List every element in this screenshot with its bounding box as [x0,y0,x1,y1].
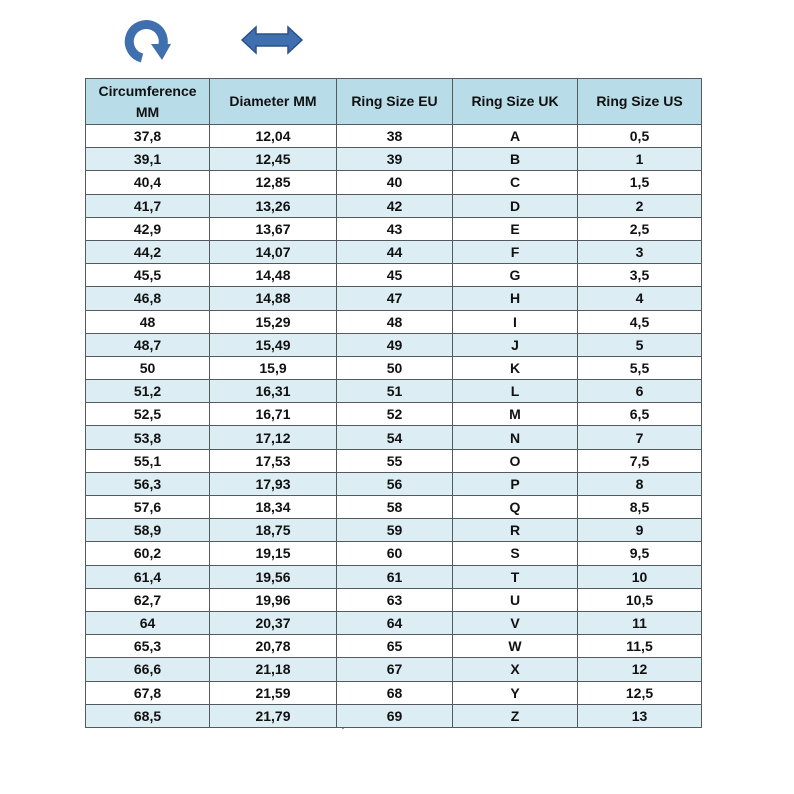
table-row [86,519,702,542]
uk-size-cell: A [453,125,578,148]
circumference-cell: 48,7 [86,333,210,356]
eu-size-cell: 50 [337,356,453,379]
eu-size-cell: 65 [337,635,453,658]
table-row [86,496,702,519]
us-size-cell: 4,5 [578,310,702,333]
uk-size-cell: U [453,588,578,611]
circumference-cell: 56,3 [86,472,210,495]
diameter-cell: 13,67 [210,217,337,240]
eu-size-cell: 39 [337,148,453,171]
table-row [86,472,702,495]
uk-size-cell: P [453,472,578,495]
diameter-cell: 20,37 [210,611,337,634]
us-size-cell: 12 [578,658,702,681]
diameter-cell: 16,31 [210,380,337,403]
eu-size-cell: 49 [337,333,453,356]
header-circumference: Circumference MM [86,79,210,125]
eu-size-cell: 59 [337,519,453,542]
circumference-cell: 67,8 [86,681,210,704]
eu-size-cell: 60 [337,542,453,565]
table-row [86,287,702,310]
eu-size-cell: 56 [337,472,453,495]
table-row [86,611,702,634]
double-arrow-icon[interactable] [240,24,304,56]
diameter-cell: 19,15 [210,542,337,565]
diameter-cell: 17,53 [210,449,337,472]
header-ring-size-eu: Ring Size EU [337,79,453,125]
us-size-cell: 1 [578,148,702,171]
circumference-cell: 53,8 [86,426,210,449]
table-row [86,542,702,565]
uk-size-cell: Y [453,681,578,704]
eu-size-cell: 45 [337,264,453,287]
diameter-cell: 14,07 [210,240,337,263]
us-size-cell: 3,5 [578,264,702,287]
diameter-cell: 14,88 [210,287,337,310]
eu-size-cell: 42 [337,194,453,217]
eu-size-cell: 43 [337,217,453,240]
diameter-cell: 15,29 [210,310,337,333]
uk-size-cell: L [453,380,578,403]
circumference-cell: 39,1 [86,148,210,171]
eu-size-cell: 63 [337,588,453,611]
uk-size-cell: S [453,542,578,565]
table-row [86,681,702,704]
uk-size-cell: T [453,565,578,588]
ring-size-table [85,78,702,728]
eu-size-cell: 61 [337,565,453,588]
table-row [86,171,702,194]
eu-size-cell: 52 [337,403,453,426]
uk-size-cell: H [453,287,578,310]
diameter-cell: 18,34 [210,496,337,519]
diameter-cell: 19,56 [210,565,337,588]
circumference-cell: 62,7 [86,588,210,611]
us-size-cell: 7 [578,426,702,449]
diameter-cell: 17,12 [210,426,337,449]
us-size-cell: 3 [578,240,702,263]
us-size-cell: 7,5 [578,449,702,472]
uk-size-cell: W [453,635,578,658]
uk-size-cell: F [453,240,578,263]
circumference-cell: 45,5 [86,264,210,287]
eu-size-cell: 54 [337,426,453,449]
diameter-cell: 21,18 [210,658,337,681]
circumference-cell: 44,2 [86,240,210,263]
uk-size-cell: E [453,217,578,240]
circumference-cell: 68,5 [86,704,210,727]
table-row [86,125,702,148]
uk-size-cell: J [453,333,578,356]
table-row [86,449,702,472]
table-row [86,403,702,426]
us-size-cell: 6 [578,380,702,403]
uk-size-cell: B [453,148,578,171]
circumference-cell: 48 [86,310,210,333]
uk-size-cell: M [453,403,578,426]
diameter-cell: 15,9 [210,356,337,379]
circumference-cell: 55,1 [86,449,210,472]
diameter-cell: 18,75 [210,519,337,542]
us-size-cell: 12,5 [578,681,702,704]
uk-size-cell: C [453,171,578,194]
table-row [86,194,702,217]
eu-size-cell: 68 [337,681,453,704]
eu-size-cell: 38 [337,125,453,148]
circumference-cell: 41,7 [86,194,210,217]
circumference-cell: 37,8 [86,125,210,148]
uk-size-cell: X [453,658,578,681]
circumference-cell: 61,4 [86,565,210,588]
us-size-cell: 11,5 [578,635,702,658]
circumference-cell: 51,2 [86,380,210,403]
table-row [86,588,702,611]
us-size-cell: 11 [578,611,702,634]
eu-size-cell: 67 [337,658,453,681]
table-row [86,704,702,727]
us-size-cell: 5 [578,333,702,356]
us-size-cell: 10,5 [578,588,702,611]
uk-size-cell: D [453,194,578,217]
circular-arrow-icon[interactable] [118,14,176,70]
us-size-cell: 9,5 [578,542,702,565]
table-row [86,217,702,240]
table-row [86,565,702,588]
eu-size-cell: 69 [337,704,453,727]
eu-size-cell: 40 [337,171,453,194]
table-row [86,356,702,379]
us-size-cell: 8 [578,472,702,495]
circumference-cell: 42,9 [86,217,210,240]
diameter-cell: 12,04 [210,125,337,148]
us-size-cell: 5,5 [578,356,702,379]
diameter-cell: 14,48 [210,264,337,287]
table-row [86,380,702,403]
diameter-cell: 21,59 [210,681,337,704]
table-header-row [86,79,702,125]
circumference-cell: 60,2 [86,542,210,565]
us-size-cell: 8,5 [578,496,702,519]
eu-size-cell: 64 [337,611,453,634]
table-row [86,310,702,333]
table-row [86,264,702,287]
uk-size-cell: K [453,356,578,379]
uk-size-cell: G [453,264,578,287]
header-ring-size-us: Ring Size US [578,79,702,125]
diameter-cell: 21,79 [210,704,337,727]
diameter-cell: 20,78 [210,635,337,658]
eu-size-cell: 55 [337,449,453,472]
us-size-cell: 4 [578,287,702,310]
circumference-cell: 50 [86,356,210,379]
diameter-cell: 12,45 [210,148,337,171]
circumference-cell: 58,9 [86,519,210,542]
circumference-cell: 57,6 [86,496,210,519]
uk-size-cell: V [453,611,578,634]
eu-size-cell: 58 [337,496,453,519]
diameter-cell: 12,85 [210,171,337,194]
table-row [86,635,702,658]
table-row [86,240,702,263]
table-body [86,125,702,728]
table-row [86,148,702,171]
eu-size-cell: 51 [337,380,453,403]
header-ring-size-uk: Ring Size UK [453,79,578,125]
uk-size-cell: Z [453,704,578,727]
diameter-cell: 13,26 [210,194,337,217]
circumference-cell: 66,6 [86,658,210,681]
uk-size-cell: R [453,519,578,542]
diameter-cell: 16,71 [210,403,337,426]
circumference-cell: 46,8 [86,287,210,310]
us-size-cell: 0,5 [578,125,702,148]
uk-size-cell: Q [453,496,578,519]
uk-size-cell: N [453,426,578,449]
circumference-cell: 64 [86,611,210,634]
table-row [86,658,702,681]
circumference-cell: 52,5 [86,403,210,426]
us-size-cell: 13 [578,704,702,727]
us-size-cell: 2 [578,194,702,217]
diameter-cell: 17,93 [210,472,337,495]
uk-size-cell: O [453,449,578,472]
table-row [86,333,702,356]
diameter-cell: 19,96 [210,588,337,611]
diameter-cell: 15,49 [210,333,337,356]
eu-size-cell: 48 [337,310,453,333]
eu-size-cell: 47 [337,287,453,310]
us-size-cell: 2,5 [578,217,702,240]
eu-size-cell: 44 [337,240,453,263]
us-size-cell: 6,5 [578,403,702,426]
header-diameter: Diameter MM [210,79,337,125]
circumference-cell: 65,3 [86,635,210,658]
table-row [86,426,702,449]
uk-size-cell: I [453,310,578,333]
circumference-cell: 40,4 [86,171,210,194]
us-size-cell: 9 [578,519,702,542]
us-size-cell: 1,5 [578,171,702,194]
us-size-cell: 10 [578,565,702,588]
footer-mark [342,728,344,729]
